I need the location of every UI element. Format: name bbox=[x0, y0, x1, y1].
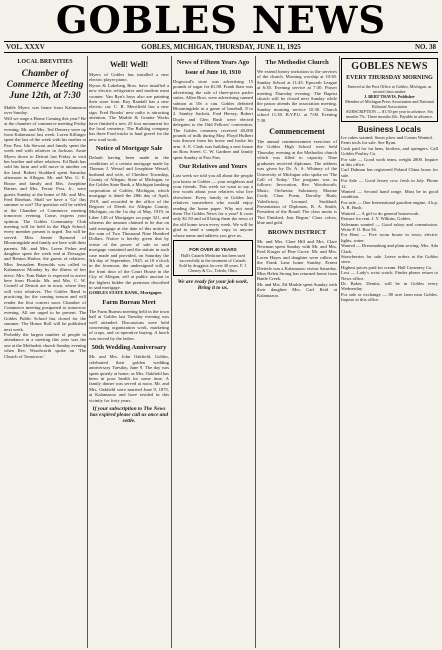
article-lede: Mable Myers was home from Kalamazoo over Sunday. bbox=[4, 105, 86, 116]
list-item: Dr. Baker, Dentist, will be in Gobles every Wednesday. bbox=[341, 280, 438, 292]
mortgage-notice-signature: GOBLES STATE BANK, Mortgagee. bbox=[89, 290, 163, 296]
headline-brown-district: BROWN DISTRICT bbox=[267, 228, 327, 236]
mortgage-notice-body: Default having been made in the conditions of a certain mortgage made by Thomas J. Wessel and Josephine Wessel, husband and wife, of Cheshire Township, County of Allegan, State of Michigan, to the Gobles State Bank, a Michigan banking corporation of Gobles, Michigan, which mortgage is dated the 28th day of April, 1919, and recorded in the office of the Register of Deeds for Allegan County, Michigan, on the 1st day of May, 1919, in Liber 148 of Mortgages on page 321, and whereas the amount claimed to be due on said mortgage at the date of this notice is the sum of Two Thousand Nine Hundred Dollars. Notice is hereby given that by virtue of the power of sale in said mortgage contained and the statute in such case made and provided, on Saturday the 5th day of September, 1925, at 10 o'clock in the forenoon, the undersigned will, at the front door of the Court House in the City of Allegan, sell at public auction to the highest bidder the premises described in said mortgage. bbox=[89, 155, 169, 291]
column-local-brevities bbox=[4, 56, 86, 648]
column-rule bbox=[339, 56, 340, 648]
list-item: Wanted — Dressmaking and plain sewing. Mrs. Ada Clark. bbox=[341, 243, 438, 254]
list-item: For sale — One International gasoline engine, 4 h.p. A. R. Bush. bbox=[341, 199, 438, 211]
entry-notice: Entered at the Post Office at Gobles, Michigan, as second class matter. bbox=[347, 84, 432, 94]
list-item: Wanted — Second hand range. Must be in good condition. bbox=[341, 189, 438, 200]
headline-anniversary: 50th Wedding Anniversary bbox=[91, 344, 167, 352]
list-item: Lost — Lady's wrist watch. Finder please return to News office. bbox=[341, 270, 438, 281]
headline-commencement: Commencement bbox=[269, 127, 325, 137]
place-and-date: GOBLES, MICHIGAN, THURSDAY, JUNE 11, 1925 bbox=[141, 43, 301, 51]
article-lede: Myers of Gobles has installed a new electric player piano. bbox=[89, 72, 169, 83]
ad-body: Hall's Catarrh Medicine has been used successfully in the treatment of Catarrh. Sold by druggists for over 40 years. F. J. Cheney & Co., Toledo, Ohio. bbox=[179, 253, 247, 274]
list-item: For sale — Good work team, weight 2800. Inquire at this office. bbox=[341, 156, 438, 168]
issue-dateline: Issue of June 10, 1910 bbox=[185, 70, 241, 76]
list-item: Ice cakes wanted. Snow plow and Cream Wanted. bbox=[341, 135, 433, 140]
anniversary-body: Mr. and Mrs. John Oakfield, Gobles, celebrated their golden wedding anniversary Tuesday, June 9. The day was spent quietly at home, as Mrs. Oakfield has been in poor health for some time. A family dinner was served at noon. Mr. and Mrs. Oakfield were married June 9, 1875, at Kalamazoo and have resided in this vicinity for forty years. bbox=[89, 354, 169, 403]
list-item: Cash paid for fat hens, broilers, and springers. Call Gobles Poultry Co. bbox=[341, 145, 438, 157]
list-item: For Rent — Five room house in town, electric lights, water. bbox=[341, 232, 438, 243]
fifteen-years-body: Dogwood's store was advertising 15 pounds of sugar for $1.00. Frank Starr was advertising the sale of three-piece parlor suites. Allen Bros. were advertising canned salmon at 10c a can. Gobles defeated Bloomingdale in a game of baseball, 8 to 2. Stanley Sackett, Fred Hersey, Robert Doyle and Glen Bush were elected delegates to the Odd Fellows' convention. The Gobles creamery received 40,000 pounds of milk during May. Floyd Hulbert was thrown from his horse and broke his arm. A. E. Clark was building a new house on Ross Street. C. W. Gardner and family spent Sunday at Paw Paw. bbox=[173, 79, 253, 160]
volume-number: VOL. XXXV bbox=[6, 43, 45, 51]
headline-methodist-church: The Methodist Church bbox=[265, 59, 329, 66]
farm-bureau-body: The Farm Bureau meeting held in the town hall at Gobles last Tuesday evening was well attended. Discussions were held concerning organization work, marketing of crops, and co-operative buying. A lunch was served by the ladies. bbox=[89, 308, 169, 341]
list-item: For sale or exchange — 80 acre farm near Gobles. Inquire at this office. bbox=[341, 291, 438, 303]
brown-district-body: Mr. and Mrs. Clare Hill and Mrs. Clare Newman spent Sunday with Mr. and Mrs. Fred Kruger of Pine Grove. Mr. and Mrs. Loren Hayes and daughter were callers at the Frank Lane home Sunday. Ernest Dieterle was a Kalamazoo visitor Saturday. Miss Helen Strong has returned home from Battle Creek. bbox=[257, 238, 337, 282]
masthead-box bbox=[341, 58, 438, 122]
relatives-body: Last week we told you all about the people you know in Gobles — your neighbors and your friends. This week we want to say a few words about your relatives who live elsewhere. Every family in Gobles has relatives somewhere who would enjoy reading the home paper. Why not send them The Gobles News for a year? It costs only $1.50 and will bring them the news of the old home town every week. We will be glad to send a sample copy to anyone whose name and address you give us. bbox=[173, 173, 253, 238]
catarrh-ad bbox=[173, 240, 253, 276]
article-closing: Probably the largest number of people in attendance at a meeting this year was the one at the Methodist church Sunday evening when Rev. Woodworth spoke on 'The Church of Tomorrow.' bbox=[4, 332, 86, 359]
column-rule bbox=[87, 56, 88, 648]
list-item: Wanted — A girl to do general housework. bbox=[341, 210, 420, 216]
list-item: Highest prices paid for cream. Hall Creamery Co. bbox=[341, 264, 433, 270]
headline-mortgage-notice: Notice of Mortgage Sale bbox=[95, 145, 163, 153]
headline-well-well: Well! Well! bbox=[109, 60, 149, 69]
ad-title: FOR OVER 40 YEARS bbox=[189, 246, 237, 252]
list-item: Farm tools for sale. See Ryan. bbox=[341, 140, 397, 146]
subscription-reminder: If your subscription to The News has expired please call us once and settle. bbox=[89, 405, 169, 424]
masthead-title: GOBLES NEWS bbox=[55, 0, 387, 42]
dateline-bar bbox=[4, 41, 438, 53]
headline-farm-bureau: Farm Bureau Meet bbox=[102, 298, 156, 306]
paper-name: GOBLES NEWS bbox=[351, 61, 428, 72]
column-closing: Mr. and Mrs. Ed Marble spent Sunday with their daughter Mrs. Carl Reid at Kalamazoo. bbox=[257, 281, 337, 298]
headline-fifteen-years: News of Fifteen Years Ago bbox=[176, 59, 250, 66]
commencement-body: The annual commencement exercises of the Gobles High School were held Thursday evening at the Methodist church which was filled to capacity. Nine graduates received diplomas. The address was given by Dr. A. S. Whitney of the University of Michigan who spoke on 'The Call of Today.' The program was as follows: Invocation, Rev. Woodworth; Music, Orchestra; Salutatory, Maxine Cook; Class Poem, Dorothy Bush; Valedictory, Leonard Stoddard; Presentation of Diplomas, R. A. Smith, President of the Board. The class motto is 'Not Finished, Just Begun.' Class colors, blue and gold. bbox=[257, 139, 337, 226]
headline-business-locals: Business Locals bbox=[357, 125, 422, 134]
headline-relatives: Our Relatives and Yours bbox=[178, 163, 248, 171]
column-four bbox=[257, 56, 337, 648]
subscription-rates: SUBSCRIPTION — $1.50 per year in advance. Six months 75c. Three months 40c. Payable in advance. bbox=[345, 109, 434, 119]
list-item: Salesman wanted — Good salary and commission. Write P. O. Box 56. bbox=[341, 221, 438, 232]
column-two bbox=[89, 56, 169, 648]
column-rule bbox=[171, 56, 172, 648]
paper-tagline: EVERY THURSDAY MORNING bbox=[346, 75, 433, 81]
article-body: Byron & Lukeberg Bros. have installed a new electric refrigerator and modern meat counter. Van Ryn's boys also are painting their store front. Roy Randall has a new electric car. C. B. Merrifield has a new sign. Fred Brooks' new radio is attracting attention. The Marble & Granite Works have finished a new 25 foot monument for the local cemetery. The Bulldog company has three Ford trucks to haul gravel for the new road work. bbox=[89, 82, 169, 142]
column-five bbox=[341, 56, 438, 648]
section-label: LOCAL BREVITIES bbox=[17, 59, 73, 65]
membership-line: Member of Michigan Press Association and National Editorial Association bbox=[345, 99, 434, 109]
publisher-line: J. BERT TRAVIS, Publisher bbox=[364, 94, 415, 99]
job-work-note: We are ready for your job work. Bring it to us. bbox=[177, 279, 249, 292]
business-locals-list bbox=[341, 135, 438, 303]
headline-chamber-meeting: Chamber of Commerce Meeting June 12th, at 7:30 bbox=[6, 69, 84, 101]
list-item: For Sale — Good Jersey cow, fresh in July. Phone 12. bbox=[341, 178, 438, 189]
church-body: We extend hearty invitation to the services of the church. Morning worship at 10:30. Sunday School at 11:45. Epworth League at 6:30. Evening service at 7:30. Prayer meeting Thursday evening. The Baptist church will be closed next Sunday while the pastor attends the association meeting. Sunday morning service 10:30. Church school 11:30. B.Y.P.U. at 7:00. Evening 7:30. bbox=[257, 69, 337, 123]
list-item: Carl Dalman has registered Poland China boars for sale. bbox=[341, 167, 438, 178]
article-body: Will we stage a Home Coming this year? Be at the chamber of commerce meeting Friday evening. Mr. and Mrs. Ted Demery were up from Kalamazoo last week. Loren Killinger spent the last of the week with his mother at Paw Paw. Ida Stewart and family spent the week end with relatives in Jackson. Arnie Myers drove to Detroit last Friday to visit her brother and other relatives. Ed Bush has sold his farm and will move to another on the land. Robert Stoddard spent Saturday afternoon in Allegan. Mr. and Mrs. G. E. Bouse and family and Mrs. Josephine Barnes and Mrs. Ferrar Post, Jr., were guests Sunday at the home of Mr. and Mrs. Fred Rinehart. Shall we have a 'Go' this summer or not? The question will be settled at the Chamber of Commerce meeting tomorrow evening. Come, express your opinion. The Gobles Community Club meeting will be held in the High School, every member present is urged. Tea will be served. Miss Jennie Rymond of Bloomingdale and family are here with their parents. Mr. and Mrs. Loren Fisher and daughter spent the week end at Dowagiac and Benton Harbor, the guests of relatives. Miss Jerusalem Reynolds was called to Kalamazoo Monday by the illness of her niece. Mrs. Tom Baker is expected to arrive here from Florida. Mr. and Mrs. C. W. Cornell of Detroit are in town, where they will visit relatives. The Gobles Band is practicing for the coming season and will render the first concert soon. Chamber of Commerce meeting postponed to tomorrow evening. All are urged to be present. The Gobles Public School has closed for the summer. The Honor Roll will be published next week. bbox=[4, 115, 86, 332]
list-item: Strawberries for sale. Leave orders at the Gobles store. bbox=[341, 253, 438, 265]
list-item: Pasture for rent. J. Y. Wilkins, Gobles. bbox=[341, 216, 412, 222]
column-three bbox=[173, 56, 253, 648]
column-rule bbox=[255, 56, 256, 648]
issue-number: NO. 38 bbox=[415, 43, 436, 51]
